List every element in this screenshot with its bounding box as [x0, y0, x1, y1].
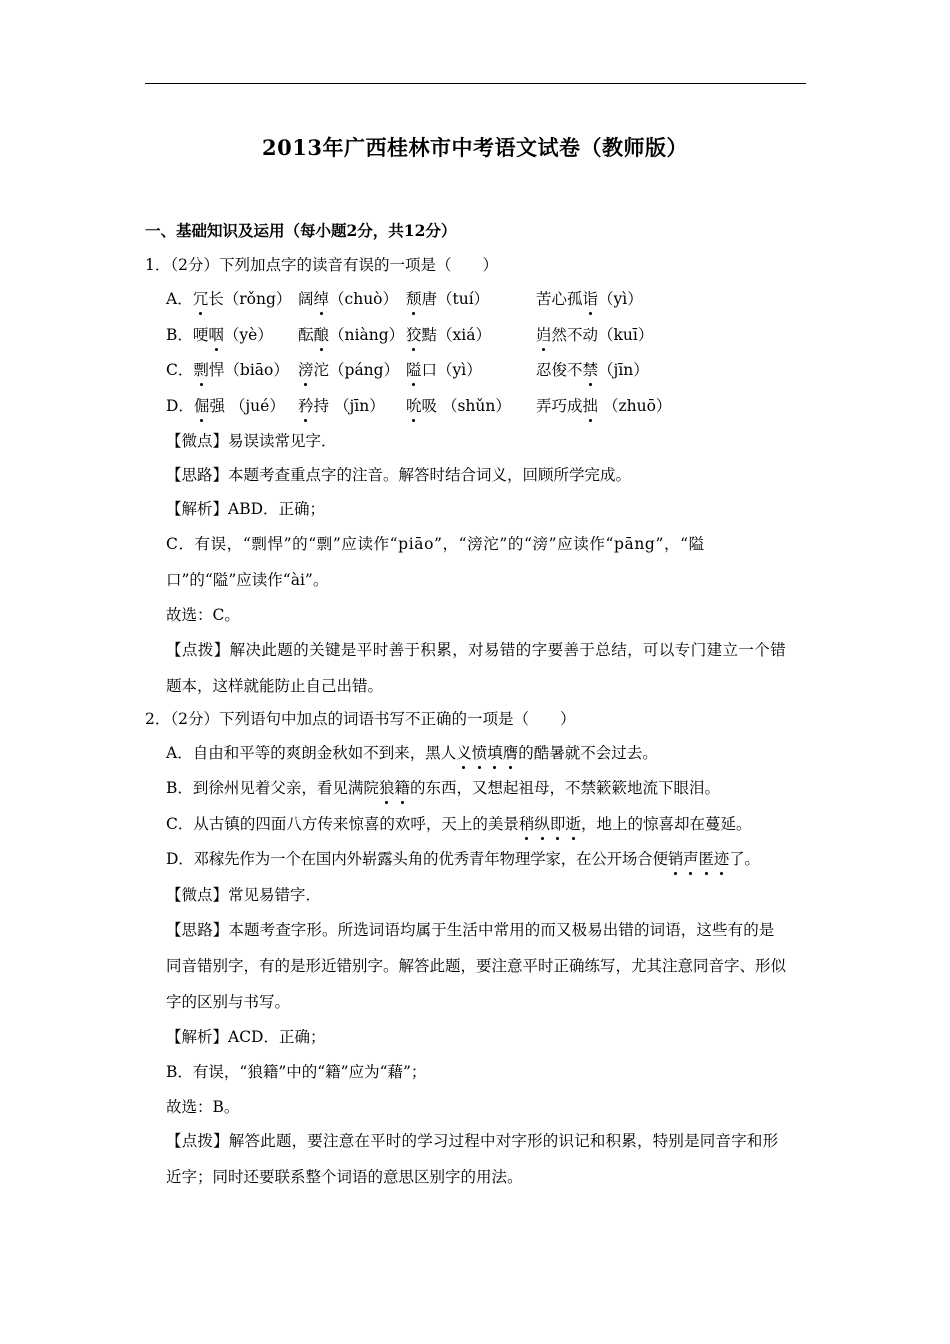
dotted-character: 填: [487, 744, 503, 762]
q1-c-note-1: C．有误，“剽悍”的“剽”应读作“piāo”，“滂沱”的“滂”应读作“pāng”，“隘: [166, 535, 705, 553]
q2-option-c: [166, 813, 751, 835]
dotted-character: 酿: [313, 326, 330, 344]
dotted-character: 籍: [394, 779, 410, 797]
option-text: 吸 （shǔn）: [421, 397, 511, 415]
option-text: 的酷暑就不会过去。: [518, 744, 658, 762]
option-text: 酝: [298, 326, 314, 344]
dotted-character: 绰: [313, 290, 330, 308]
q1-option-b-item: [406, 324, 491, 346]
dotted-character: 吮: [406, 397, 422, 415]
page-title: 2013年广西桂林市中考语文试卷（教师版）: [262, 135, 688, 160]
header-rule: [145, 83, 806, 84]
dotted-character: 愤: [471, 744, 488, 762]
option-text: B．哽: [166, 326, 209, 344]
q2-dianbo-2: 近字；同时还要联系整个词语的意思区别字的用法。: [166, 1168, 523, 1186]
q2-option-a: [166, 742, 658, 764]
q1-option-c-item: [298, 359, 399, 381]
dotted-character: 咽: [208, 326, 224, 344]
q1-option-c-item: [166, 359, 289, 381]
dotted-character: 膺: [502, 744, 519, 762]
option-text: 的东西，又想起祖母，不禁簌簌地流下眼泪。: [409, 779, 720, 797]
option-text: 强 （jué）: [209, 397, 285, 415]
dotted-character: 禁: [582, 361, 599, 379]
option-text: D．邓稼先作为一个在国内外崭露头角的优秀青年物理学家，在公开场合便: [166, 850, 668, 868]
option-text: 持 （jīn）: [313, 397, 385, 415]
q1-option-c-item: [406, 359, 482, 381]
q1-dianbo-2: 题本，这样就能防止自己出错。: [166, 677, 384, 695]
dotted-character: 诣: [582, 290, 599, 308]
option-text: 弄巧成: [536, 397, 583, 415]
dotted-character: 岿: [536, 326, 552, 344]
q1-option-c-item: [536, 359, 649, 381]
option-text: （chuò）: [329, 290, 399, 308]
q2-option-d: [166, 848, 760, 870]
q1-option-a-item: [406, 288, 489, 310]
q1-stem: 1．（2分）下列加点字的读音有误的一项是（ ）: [145, 256, 498, 274]
q1-answer: 故选：C。: [166, 606, 240, 624]
q1-option-a-item: [166, 288, 291, 310]
option-text: D．: [166, 397, 194, 415]
q1-option-d-item: [536, 395, 671, 417]
option-text: C．从古镇的四面八方传来惊喜的欢呼，天上的美景: [166, 815, 519, 833]
dotted-character: 即: [549, 815, 566, 833]
option-text: （jīn）: [598, 361, 649, 379]
dotted-character: 销: [667, 850, 684, 868]
option-text: ，地上的惊喜却在蔓延。: [580, 815, 752, 833]
option-text: 然不动（kuī）: [551, 326, 654, 344]
dotted-character: 拙: [582, 397, 599, 415]
dotted-character: 剽: [193, 361, 209, 379]
option-text: 了。: [729, 850, 760, 868]
q2-silu-3: 字的区别与书写。: [166, 993, 291, 1011]
dotted-character: 逝: [565, 815, 581, 833]
q2-dianbo-1: 【点拨】解答此题，要注意在平时的学习过程中对字形的识记和积累，特别是同音字和形: [166, 1132, 779, 1150]
dotted-character: 隘: [406, 361, 422, 379]
option-text: 忍俊不: [536, 361, 583, 379]
dotted-character: 纵: [534, 815, 550, 833]
q2-weidian: 【微点】常见易错字．: [166, 886, 322, 904]
option-text: 唐（tuí）: [421, 290, 490, 308]
option-text: （zhuō）: [598, 397, 672, 415]
q2-stem: 2．（2分）下列语句中加点的词语书写不正确的一项是（ ）: [145, 710, 576, 728]
option-text: A．自由和平等的爽朗金秋如不到来，黑人: [166, 744, 457, 762]
q1-option-a-item: [298, 288, 398, 310]
dotted-character: 义: [456, 744, 472, 762]
option-text: 阔: [298, 290, 314, 308]
dotted-character: 滂: [298, 361, 314, 379]
dotted-character: 稍: [518, 815, 535, 833]
dotted-character: 声: [683, 850, 699, 868]
option-text: 长（rǒng）: [208, 290, 292, 308]
q1-option-b-item: [166, 324, 273, 346]
q2-jiexi: 【解析】ACD．正确；: [166, 1028, 326, 1046]
q1-jiexi: 【解析】ABD．正确；: [166, 500, 326, 518]
option-text: B．到徐州见着父亲，看见满院: [166, 779, 379, 797]
dotted-character: 狡: [406, 326, 422, 344]
option-text: 口（yì）: [421, 361, 482, 379]
q1-option-b-item: [536, 324, 653, 346]
dotted-character: 冗: [192, 290, 209, 308]
dotted-character: 颓: [406, 290, 422, 308]
q1-option-d-item: [166, 395, 285, 417]
option-text: （yì）: [598, 290, 643, 308]
option-text: 苦心孤: [536, 290, 583, 308]
option-text: 沱（páng）: [313, 361, 400, 379]
q2-answer: 故选：B。: [166, 1098, 240, 1116]
q1-c-note-2: 口”的“隘”应读作“ài”。: [166, 571, 329, 589]
option-text: A．: [166, 290, 193, 308]
q2-option-b: [166, 777, 720, 799]
q1-weidian: 【微点】易误读常见字．: [166, 432, 337, 450]
q2-b-note: B．有误，“狼籍”中的“籍”应为“藉”；: [166, 1063, 427, 1081]
q1-option-b-item: [298, 324, 404, 346]
dotted-character: 矜: [298, 397, 314, 415]
q1-dianbo-1: 【点拨】解决此题的关键是平时善于积累，对易错的字要善于总结，可以专门建立一个错: [166, 641, 787, 659]
dotted-character: 倔: [193, 397, 210, 415]
q2-silu-2: 同音错别字，有的是形近错别字。解答此题，要注意平时正确练写，尤其注意同音字、形似: [166, 957, 787, 975]
dotted-character: 匿: [698, 850, 714, 868]
q1-option-d-item: [406, 395, 511, 417]
option-text: （yè）: [223, 326, 273, 344]
q2-silu-1: 【思路】本题考查字形。所选词语均属于生活中常用的而又极易出错的词语，这些有的是: [166, 921, 775, 939]
q1-option-d-item: [298, 395, 385, 417]
option-text: （niàng）: [329, 326, 405, 344]
dotted-character: 迹: [713, 850, 730, 868]
option-text: C．: [166, 361, 194, 379]
section-heading: 一、基础知识及运用（每小题2分，共12分）: [145, 221, 457, 240]
option-text: 悍（biāo）: [208, 361, 289, 379]
option-text: 黠（xiá）: [421, 326, 491, 344]
q1-silu: 【思路】本题考查重点字的注音。解答时结合词义，回顾所学完成。: [166, 466, 632, 484]
dotted-character: 狼: [378, 779, 395, 797]
q1-option-a-item: [536, 288, 643, 310]
